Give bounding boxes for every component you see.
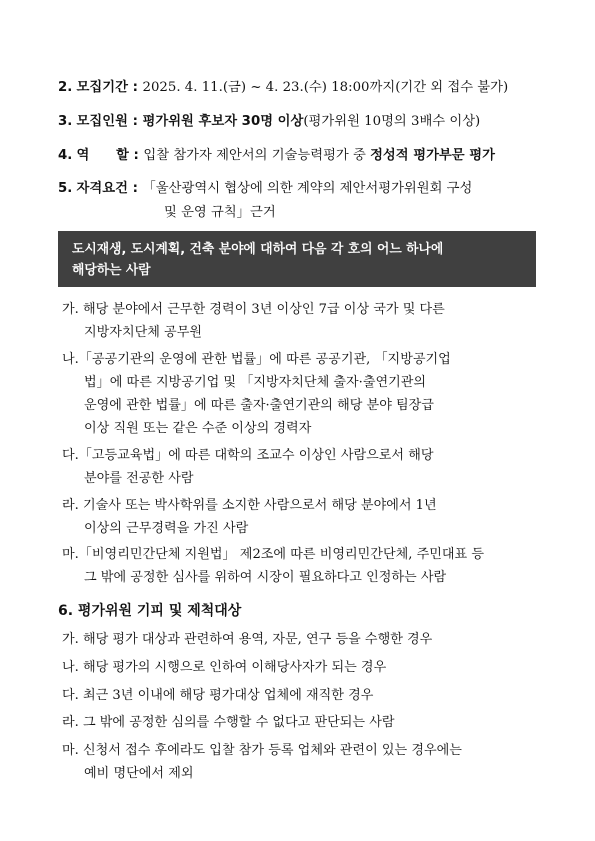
exclusion-item-na — [62, 656, 538, 679]
section-text: 입찰 참가자 제안서의 기술능력평가 중 — [143, 148, 371, 163]
section-number: 2. — [58, 80, 73, 95]
qualification-item-ma — [62, 543, 538, 589]
exclusion-item-ma — [62, 739, 538, 785]
item-line: 라. 기술사 또는 박사학위를 소지한 사람으로서 해당 분야에서 1년 — [62, 498, 437, 513]
item-line: 그 밖에 공정한 심사를 위하여 시장이 필요하다고 인정하는 사람 — [84, 570, 447, 585]
section-separator: : — [127, 181, 143, 196]
section-separator: : — [127, 80, 143, 95]
item-line: 다. 최근 3년 이내에 해당 평가대상 업체에 재직한 경우 — [62, 688, 374, 703]
qualification-banner — [58, 231, 536, 287]
item-line: 라. 그 밖에 공정한 심의를 수행할 수 없다고 판단되는 사람 — [62, 715, 395, 730]
section-6-title: 6. 평가위원 기피 및 제척대상 — [58, 603, 242, 619]
section-bold-text: 평가위원 후보자 30명 이상 — [142, 114, 304, 129]
section-role — [58, 146, 495, 165]
item-line: 분야를 전공한 사람 — [84, 471, 194, 486]
item-line: 가. 해당 분야에서 근무한 경력이 3년 이상인 7급 이상 국가 및 다른 — [62, 302, 445, 317]
item-line: 운영에 관한 법률」에 따른 출자·출연기관의 해당 분야 팀장급 — [84, 398, 434, 413]
qualification-item-ga — [62, 298, 538, 344]
banner-line-1: 도시재생, 도시계획, 건축 분야에 대하여 다음 각 호의 어느 하나에 — [72, 242, 444, 257]
qualification-item-da — [62, 444, 538, 490]
section-qualification — [58, 179, 472, 198]
exclusion-item-da — [62, 684, 538, 707]
section-label: 모집기간 — [76, 80, 128, 95]
item-line: 법」에 따른 지방공기업 및 「지방자치단체 출자·출연기관의 — [84, 375, 427, 390]
banner-line-2: 해당하는 사람 — [72, 263, 151, 278]
section-text: 2025. 4. 11.(금) ~ 4. 23.(수) 18:00까지(기간 외 접수 불가) — [142, 80, 509, 95]
section-text: (평가위원 10명의 3배수 이상) — [303, 114, 481, 129]
section-number: 3. — [58, 114, 73, 129]
exclusion-item-ga — [62, 628, 538, 651]
item-line: 가. 해당 평가 대상과 관련하여 용역, 자문, 연구 등을 수행한 경우 — [62, 632, 433, 647]
item-line: 이상의 근무경력을 가진 사람 — [84, 521, 249, 536]
section-recruitment-period — [58, 78, 508, 97]
item-line: 지방자치단체 공무원 — [84, 325, 202, 340]
section-qualification-continued: 및 운영 규칙」근거 — [164, 205, 276, 220]
section-label: 역 할 — [76, 148, 129, 163]
section-separator: : — [128, 148, 144, 163]
item-line: 다.「고등교육법」에 따른 대학의 조교수 이상인 사람으로서 해당 — [62, 448, 434, 463]
qualification-item-na — [62, 348, 538, 440]
item-line: 마. 신청서 접수 후에라도 입찰 참가 등록 업체와 관련이 있는 경우에는 — [62, 743, 462, 758]
section-number: 5. — [58, 181, 73, 196]
item-line: 마.「비영리민간단체 지원법」 제2조에 따른 비영리민간단체, 주민대표 등 — [62, 547, 484, 562]
section-label: 모집인원 — [76, 114, 128, 129]
item-line: 나. 해당 평가의 시행으로 인하여 이해당사자가 되는 경우 — [62, 660, 387, 675]
section-separator: : — [127, 114, 143, 129]
section-recruitment-count — [58, 112, 480, 131]
section-number: 4. — [58, 148, 73, 163]
qualification-item-ra — [62, 494, 538, 540]
item-line: 예비 명단에서 제외 — [84, 766, 194, 781]
item-line: 이상 직원 또는 같은 수준 이상의 경력자 — [84, 421, 312, 436]
section-text: 「울산광역시 협상에 의한 계약의 제안서평가위원회 구성 — [142, 181, 473, 196]
exclusion-item-ra — [62, 711, 538, 734]
item-line: 나.「공공기관의 운영에 관한 법률」에 따른 공공기관, 「지방공기업 — [62, 352, 451, 367]
section-label: 자격요건 — [76, 181, 128, 196]
section-bold-tail: 정성적 평가부문 평가 — [370, 148, 495, 163]
